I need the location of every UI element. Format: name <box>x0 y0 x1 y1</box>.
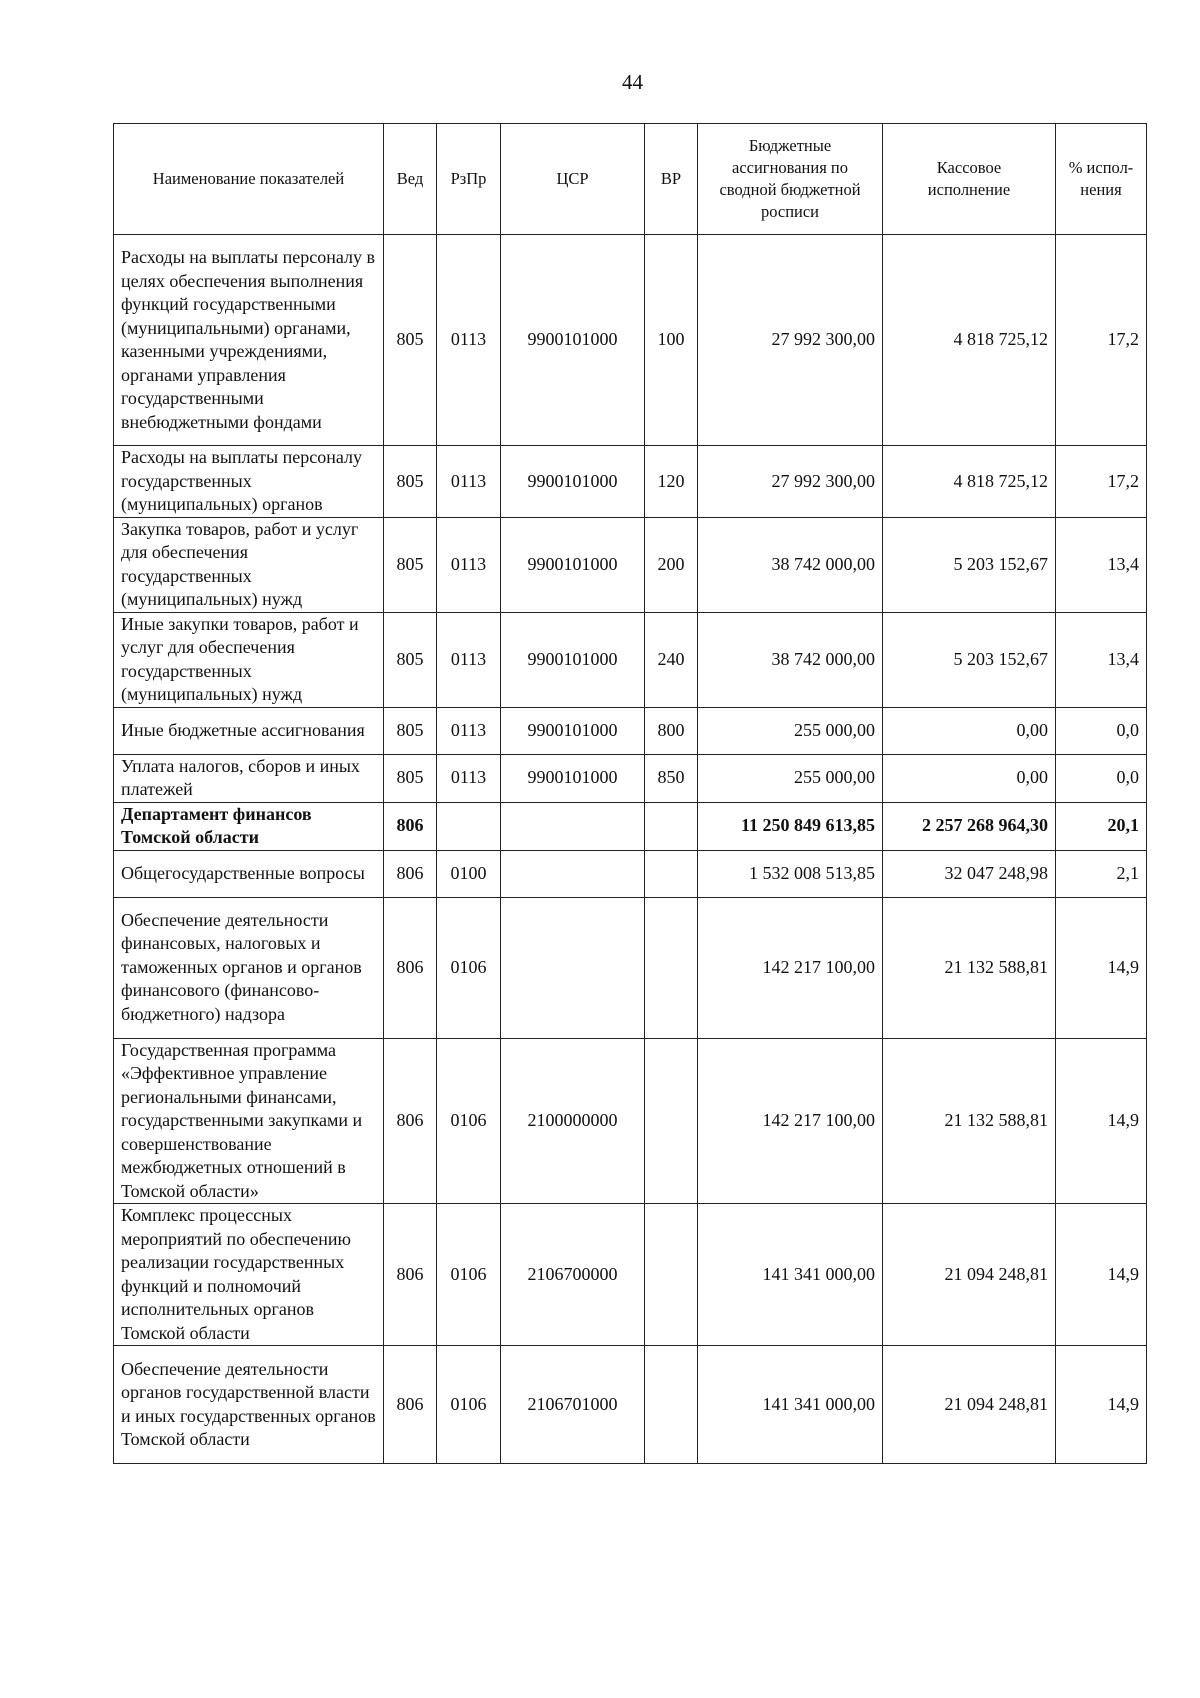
row-name: Расходы на выплаты персоналу в целях обеспечения выполнения функций государственными (муниципальными) органами, казенными учреждениями, органами управления государственными внебюджетными фондами <box>114 235 384 446</box>
table-row-department-total <box>114 802 1147 850</box>
row-rzpr <box>437 802 501 850</box>
row-budget: 11 250 849 613,85 <box>698 802 883 850</box>
row-rzpr: 0113 <box>437 612 501 707</box>
header-csr: ЦСР <box>501 124 645 235</box>
row-rzpr: 0106 <box>437 897 501 1038</box>
row-budget: 142 217 100,00 <box>698 1038 883 1204</box>
table-row <box>114 517 1147 612</box>
row-csr: 9900101000 <box>501 517 645 612</box>
row-rzpr: 0113 <box>437 235 501 446</box>
row-vr <box>645 1204 698 1346</box>
row-percent: 14,9 <box>1056 1204 1147 1346</box>
row-vr: 850 <box>645 754 698 802</box>
row-budget: 142 217 100,00 <box>698 897 883 1038</box>
row-csr: 2106700000 <box>501 1204 645 1346</box>
row-ved: 805 <box>384 707 437 754</box>
row-cash: 5 203 152,67 <box>883 612 1056 707</box>
row-vr <box>645 897 698 1038</box>
row-cash: 21 132 588,81 <box>883 897 1056 1038</box>
row-budget: 27 992 300,00 <box>698 446 883 518</box>
row-name: Департамент финансов Томской области <box>114 802 384 850</box>
row-vr <box>645 802 698 850</box>
row-percent: 17,2 <box>1056 235 1147 446</box>
row-cash: 2 257 268 964,30 <box>883 802 1056 850</box>
row-vr: 100 <box>645 235 698 446</box>
row-ved: 805 <box>384 235 437 446</box>
row-csr: 2106701000 <box>501 1346 645 1464</box>
row-percent: 14,9 <box>1056 1038 1147 1204</box>
budget-execution-table <box>113 123 1147 1464</box>
row-csr <box>501 802 645 850</box>
row-vr: 120 <box>645 446 698 518</box>
row-budget: 141 341 000,00 <box>698 1346 883 1464</box>
row-budget: 255 000,00 <box>698 754 883 802</box>
row-cash: 4 818 725,12 <box>883 235 1056 446</box>
table-row <box>114 235 1147 446</box>
row-percent: 2,1 <box>1056 850 1147 897</box>
row-ved: 806 <box>384 1204 437 1346</box>
row-rzpr: 0113 <box>437 446 501 518</box>
table-row <box>114 1204 1147 1346</box>
row-name: Закупка товаров, работ и услуг для обеспечения государственных (муниципальных) нужд <box>114 517 384 612</box>
table-row <box>114 612 1147 707</box>
row-vr: 800 <box>645 707 698 754</box>
row-cash: 0,00 <box>883 754 1056 802</box>
row-rzpr: 0106 <box>437 1346 501 1464</box>
row-budget: 1 532 008 513,85 <box>698 850 883 897</box>
row-cash: 5 203 152,67 <box>883 517 1056 612</box>
row-budget: 141 341 000,00 <box>698 1204 883 1346</box>
row-csr: 9900101000 <box>501 235 645 446</box>
row-name: Уплата налогов, сборов и иных платежей <box>114 754 384 802</box>
row-name: Общегосударственные вопросы <box>114 850 384 897</box>
table-row <box>114 754 1147 802</box>
row-rzpr: 0100 <box>437 850 501 897</box>
row-name: Комплекс процессных мероприятий по обеспечению реализации государственных функций и полномочий исполнительных органов Томской области <box>114 1204 384 1346</box>
row-vr <box>645 850 698 897</box>
row-name: Иные бюджетные ассигнования <box>114 707 384 754</box>
row-percent: 14,9 <box>1056 897 1147 1038</box>
row-rzpr: 0113 <box>437 707 501 754</box>
row-name: Расходы на выплаты персоналу государственных (муниципальных) органов <box>114 446 384 518</box>
row-percent: 14,9 <box>1056 1346 1147 1464</box>
table-row <box>114 1346 1147 1464</box>
table-row <box>114 707 1147 754</box>
table-row <box>114 897 1147 1038</box>
row-budget: 255 000,00 <box>698 707 883 754</box>
row-vr <box>645 1038 698 1204</box>
row-percent: 20,1 <box>1056 802 1147 850</box>
row-name: Государственная программа «Эффективное управление региональными финансами, государственными закупками и совершенствование межбюджетных отношений в Томской области» <box>114 1038 384 1204</box>
row-cash: 21 132 588,81 <box>883 1038 1056 1204</box>
row-rzpr: 0113 <box>437 517 501 612</box>
row-cash: 32 047 248,98 <box>883 850 1056 897</box>
table-row <box>114 446 1147 518</box>
row-csr: 2100000000 <box>501 1038 645 1204</box>
row-percent: 13,4 <box>1056 612 1147 707</box>
row-csr: 9900101000 <box>501 612 645 707</box>
table-header-row <box>114 124 1147 235</box>
row-percent: 13,4 <box>1056 517 1147 612</box>
header-cash: Кассовое исполнение <box>883 124 1056 235</box>
row-cash: 4 818 725,12 <box>883 446 1056 518</box>
row-percent: 0,0 <box>1056 707 1147 754</box>
row-name: Обеспечение деятельности финансовых, налоговых и таможенных органов и органов финансового (финансово-бюджетного) надзора <box>114 897 384 1038</box>
row-ved: 806 <box>384 897 437 1038</box>
row-rzpr: 0106 <box>437 1038 501 1204</box>
row-percent: 17,2 <box>1056 446 1147 518</box>
header-ved: Вед <box>384 124 437 235</box>
row-vr: 240 <box>645 612 698 707</box>
row-ved: 806 <box>384 802 437 850</box>
row-ved: 805 <box>384 612 437 707</box>
row-name: Иные закупки товаров, работ и услуг для обеспечения государственных (муниципальных) нужд <box>114 612 384 707</box>
table-row <box>114 1038 1147 1204</box>
row-budget: 38 742 000,00 <box>698 517 883 612</box>
header-percent: % испол-нения <box>1056 124 1147 235</box>
row-csr: 9900101000 <box>501 754 645 802</box>
row-ved: 806 <box>384 850 437 897</box>
row-rzpr: 0113 <box>437 754 501 802</box>
row-vr <box>645 1346 698 1464</box>
row-budget: 38 742 000,00 <box>698 612 883 707</box>
row-budget: 27 992 300,00 <box>698 235 883 446</box>
row-ved: 806 <box>384 1038 437 1204</box>
row-csr: 9900101000 <box>501 707 645 754</box>
row-vr: 200 <box>645 517 698 612</box>
row-ved: 805 <box>384 754 437 802</box>
row-cash: 21 094 248,81 <box>883 1204 1056 1346</box>
header-vr: ВР <box>645 124 698 235</box>
row-cash: 0,00 <box>883 707 1056 754</box>
row-name: Обеспечение деятельности органов государственной власти и иных государственных органов Томской области <box>114 1346 384 1464</box>
table-row <box>114 850 1147 897</box>
row-ved: 805 <box>384 446 437 518</box>
header-budget: Бюджетные ассигнования по сводной бюджетной росписи <box>698 124 883 235</box>
header-name: Наименование показателей <box>114 124 384 235</box>
row-csr <box>501 850 645 897</box>
page-number: 44 <box>622 70 643 94</box>
row-csr <box>501 897 645 1038</box>
row-ved: 805 <box>384 517 437 612</box>
header-rzpr: РзПр <box>437 124 501 235</box>
row-cash: 21 094 248,81 <box>883 1346 1056 1464</box>
row-percent: 0,0 <box>1056 754 1147 802</box>
row-csr: 9900101000 <box>501 446 645 518</box>
row-ved: 806 <box>384 1346 437 1464</box>
row-rzpr: 0106 <box>437 1204 501 1346</box>
